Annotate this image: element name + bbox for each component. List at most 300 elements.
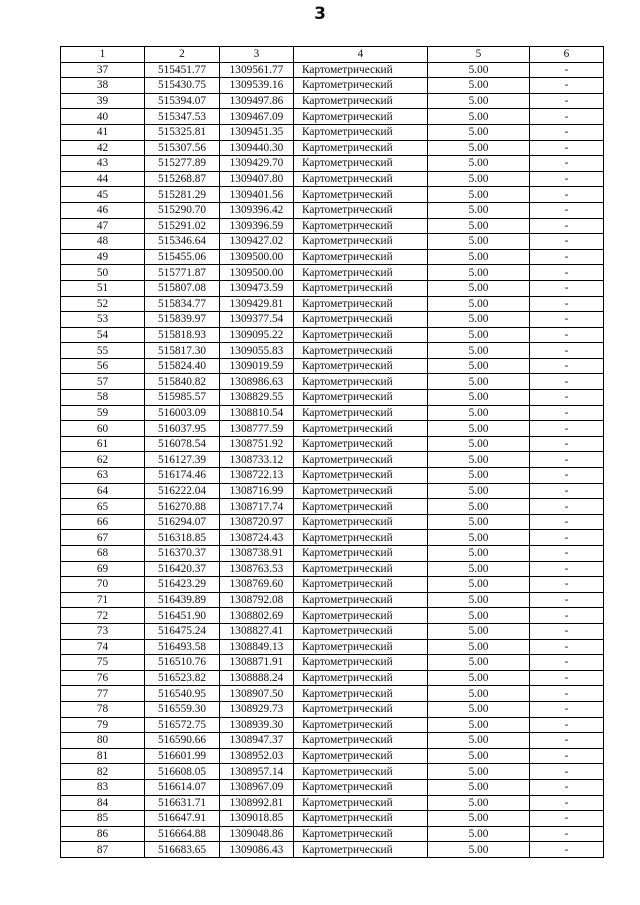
method-cell: Картометрический xyxy=(294,499,428,515)
method-cell: Картометрический xyxy=(294,483,428,499)
method-cell: Картометрический xyxy=(294,733,428,749)
point-number-cell: 66 xyxy=(61,514,145,530)
x-coordinate-cell: 516037.95 xyxy=(145,421,220,437)
accuracy-cell: 5.00 xyxy=(428,499,530,515)
table-row xyxy=(61,234,604,250)
y-coordinate-cell: 1308929.73 xyxy=(220,701,294,717)
y-coordinate-cell: 1308792.08 xyxy=(220,592,294,608)
point-number-cell: 47 xyxy=(61,218,145,234)
y-coordinate-cell: 1308763.53 xyxy=(220,561,294,577)
description-cell: - xyxy=(530,717,604,733)
method-cell: Картометрический xyxy=(294,592,428,608)
point-number-cell: 84 xyxy=(61,795,145,811)
x-coordinate-cell: 516222.04 xyxy=(145,483,220,499)
table-row xyxy=(61,686,604,702)
table-row xyxy=(61,639,604,655)
x-coordinate-cell: 516601.99 xyxy=(145,748,220,764)
point-number-cell: 55 xyxy=(61,343,145,359)
table-row xyxy=(61,187,604,203)
header-cell: 3 xyxy=(220,47,294,63)
method-cell: Картометрический xyxy=(294,608,428,624)
accuracy-cell: 5.00 xyxy=(428,390,530,406)
accuracy-cell: 5.00 xyxy=(428,62,530,78)
description-cell: - xyxy=(530,623,604,639)
accuracy-cell: 5.00 xyxy=(428,733,530,749)
y-coordinate-cell: 1308947.37 xyxy=(220,733,294,749)
y-coordinate-cell: 1308952.03 xyxy=(220,748,294,764)
y-coordinate-cell: 1309019.59 xyxy=(220,358,294,374)
x-coordinate-cell: 516370.37 xyxy=(145,546,220,562)
accuracy-cell: 5.00 xyxy=(428,452,530,468)
description-cell: - xyxy=(530,733,604,749)
y-coordinate-cell: 1308939.30 xyxy=(220,717,294,733)
accuracy-cell: 5.00 xyxy=(428,421,530,437)
method-cell: Картометрический xyxy=(294,358,428,374)
point-number-cell: 62 xyxy=(61,452,145,468)
x-coordinate-cell: 516294.07 xyxy=(145,514,220,530)
y-coordinate-cell: 1309048.86 xyxy=(220,826,294,842)
accuracy-cell: 5.00 xyxy=(428,265,530,281)
point-number-cell: 61 xyxy=(61,436,145,452)
description-cell: - xyxy=(530,639,604,655)
header-row xyxy=(61,47,604,63)
x-coordinate-cell: 515771.87 xyxy=(145,265,220,281)
description-cell: - xyxy=(530,655,604,671)
description-cell: - xyxy=(530,156,604,172)
point-number-cell: 81 xyxy=(61,748,145,764)
y-coordinate-cell: 1308810.54 xyxy=(220,405,294,421)
table-row xyxy=(61,842,604,858)
y-coordinate-cell: 1309497.86 xyxy=(220,93,294,109)
accuracy-cell: 5.00 xyxy=(428,358,530,374)
table-row xyxy=(61,124,604,140)
point-number-cell: 67 xyxy=(61,530,145,546)
y-coordinate-cell: 1309018.85 xyxy=(220,811,294,827)
table-row xyxy=(61,156,604,172)
y-coordinate-cell: 1309539.16 xyxy=(220,78,294,94)
method-cell: Картометрический xyxy=(294,140,428,156)
method-cell: Картометрический xyxy=(294,748,428,764)
accuracy-cell: 5.00 xyxy=(428,795,530,811)
accuracy-cell: 5.00 xyxy=(428,468,530,484)
method-cell: Картометрический xyxy=(294,795,428,811)
table-row xyxy=(61,140,604,156)
accuracy-cell: 5.00 xyxy=(428,202,530,218)
description-cell: - xyxy=(530,405,604,421)
table-row xyxy=(61,795,604,811)
y-coordinate-cell: 1309473.59 xyxy=(220,280,294,296)
y-coordinate-cell: 1308967.09 xyxy=(220,779,294,795)
y-coordinate-cell: 1308871.91 xyxy=(220,655,294,671)
method-cell: Картометрический xyxy=(294,93,428,109)
y-coordinate-cell: 1308957.14 xyxy=(220,764,294,780)
description-cell: - xyxy=(530,748,604,764)
x-coordinate-cell: 515281.29 xyxy=(145,187,220,203)
accuracy-cell: 5.00 xyxy=(428,343,530,359)
point-number-cell: 56 xyxy=(61,358,145,374)
table-row xyxy=(61,717,604,733)
point-number-cell: 39 xyxy=(61,93,145,109)
y-coordinate-cell: 1309407.80 xyxy=(220,171,294,187)
description-cell: - xyxy=(530,171,604,187)
table-row xyxy=(61,764,604,780)
description-cell: - xyxy=(530,499,604,515)
table-row xyxy=(61,109,604,125)
accuracy-cell: 5.00 xyxy=(428,670,530,686)
accuracy-cell: 5.00 xyxy=(428,156,530,172)
method-cell: Картометрический xyxy=(294,468,428,484)
table-row xyxy=(61,623,604,639)
point-number-cell: 64 xyxy=(61,483,145,499)
description-cell: - xyxy=(530,62,604,78)
table-row xyxy=(61,811,604,827)
x-coordinate-cell: 515985.57 xyxy=(145,390,220,406)
description-cell: - xyxy=(530,530,604,546)
method-cell: Картометрический xyxy=(294,124,428,140)
x-coordinate-cell: 516439.89 xyxy=(145,592,220,608)
description-cell: - xyxy=(530,187,604,203)
point-number-cell: 70 xyxy=(61,577,145,593)
table-row xyxy=(61,499,604,515)
x-coordinate-cell: 516590.66 xyxy=(145,733,220,749)
method-cell: Картометрический xyxy=(294,265,428,281)
method-cell: Картометрический xyxy=(294,156,428,172)
x-coordinate-cell: 515430.75 xyxy=(145,78,220,94)
x-coordinate-cell: 515834.77 xyxy=(145,296,220,312)
description-cell: - xyxy=(530,826,604,842)
table-row xyxy=(61,296,604,312)
y-coordinate-cell: 1308986.63 xyxy=(220,374,294,390)
table-row xyxy=(61,452,604,468)
accuracy-cell: 5.00 xyxy=(428,514,530,530)
description-cell: - xyxy=(530,452,604,468)
accuracy-cell: 5.00 xyxy=(428,312,530,328)
accuracy-cell: 5.00 xyxy=(428,109,530,125)
method-cell: Картометрический xyxy=(294,655,428,671)
accuracy-cell: 5.00 xyxy=(428,764,530,780)
accuracy-cell: 5.00 xyxy=(428,93,530,109)
description-cell: - xyxy=(530,779,604,795)
description-cell: - xyxy=(530,280,604,296)
table-row xyxy=(61,608,604,624)
point-number-cell: 74 xyxy=(61,639,145,655)
table-row xyxy=(61,655,604,671)
description-cell: - xyxy=(530,265,604,281)
x-coordinate-cell: 515346.64 xyxy=(145,234,220,250)
x-coordinate-cell: 515291.02 xyxy=(145,218,220,234)
y-coordinate-cell: 1308802.69 xyxy=(220,608,294,624)
table-row xyxy=(61,358,604,374)
y-coordinate-cell: 1308724.43 xyxy=(220,530,294,546)
description-cell: - xyxy=(530,436,604,452)
point-number-cell: 45 xyxy=(61,187,145,203)
y-coordinate-cell: 1308827.41 xyxy=(220,623,294,639)
description-cell: - xyxy=(530,577,604,593)
point-number-cell: 49 xyxy=(61,249,145,265)
point-number-cell: 85 xyxy=(61,811,145,827)
table-row xyxy=(61,327,604,343)
accuracy-cell: 5.00 xyxy=(428,296,530,312)
y-coordinate-cell: 1308769.60 xyxy=(220,577,294,593)
table-row xyxy=(61,78,604,94)
table-row xyxy=(61,265,604,281)
point-number-cell: 79 xyxy=(61,717,145,733)
method-cell: Картометрический xyxy=(294,561,428,577)
table-row xyxy=(61,390,604,406)
point-number-cell: 73 xyxy=(61,623,145,639)
method-cell: Картометрический xyxy=(294,826,428,842)
x-coordinate-cell: 516270.88 xyxy=(145,499,220,515)
point-number-cell: 60 xyxy=(61,421,145,437)
table-row xyxy=(61,62,604,78)
y-coordinate-cell: 1308849.13 xyxy=(220,639,294,655)
x-coordinate-cell: 515394.07 xyxy=(145,93,220,109)
description-cell: - xyxy=(530,343,604,359)
table-row xyxy=(61,530,604,546)
method-cell: Картометрический xyxy=(294,78,428,94)
x-coordinate-cell: 516647.91 xyxy=(145,811,220,827)
table-row xyxy=(61,249,604,265)
x-coordinate-cell: 515347.53 xyxy=(145,109,220,125)
method-cell: Картометрический xyxy=(294,187,428,203)
description-cell: - xyxy=(530,795,604,811)
x-coordinate-cell: 515824.40 xyxy=(145,358,220,374)
x-coordinate-cell: 515268.87 xyxy=(145,171,220,187)
x-coordinate-cell: 516318.85 xyxy=(145,530,220,546)
x-coordinate-cell: 515817.30 xyxy=(145,343,220,359)
point-number-cell: 38 xyxy=(61,78,145,94)
accuracy-cell: 5.00 xyxy=(428,124,530,140)
x-coordinate-cell: 515325.81 xyxy=(145,124,220,140)
method-cell: Картометрический xyxy=(294,779,428,795)
method-cell: Картометрический xyxy=(294,62,428,78)
method-cell: Картометрический xyxy=(294,249,428,265)
header-cell: 4 xyxy=(294,47,428,63)
y-coordinate-cell: 1308738.91 xyxy=(220,546,294,562)
accuracy-cell: 5.00 xyxy=(428,592,530,608)
accuracy-cell: 5.00 xyxy=(428,779,530,795)
accuracy-cell: 5.00 xyxy=(428,405,530,421)
x-coordinate-cell: 516493.58 xyxy=(145,639,220,655)
x-coordinate-cell: 516614.07 xyxy=(145,779,220,795)
description-cell: - xyxy=(530,608,604,624)
description-cell: - xyxy=(530,234,604,250)
method-cell: Картометрический xyxy=(294,686,428,702)
description-cell: - xyxy=(530,218,604,234)
method-cell: Картометрический xyxy=(294,717,428,733)
point-number-cell: 68 xyxy=(61,546,145,562)
x-coordinate-cell: 515277.89 xyxy=(145,156,220,172)
point-number-cell: 53 xyxy=(61,312,145,328)
method-cell: Картометрический xyxy=(294,109,428,125)
point-number-cell: 77 xyxy=(61,686,145,702)
y-coordinate-cell: 1308907.50 xyxy=(220,686,294,702)
y-coordinate-cell: 1308722.13 xyxy=(220,468,294,484)
table-row xyxy=(61,826,604,842)
method-cell: Картометрический xyxy=(294,436,428,452)
accuracy-cell: 5.00 xyxy=(428,280,530,296)
description-cell: - xyxy=(530,358,604,374)
table-row xyxy=(61,218,604,234)
description-cell: - xyxy=(530,842,604,858)
x-coordinate-cell: 516559.30 xyxy=(145,701,220,717)
point-number-cell: 48 xyxy=(61,234,145,250)
y-coordinate-cell: 1309086.43 xyxy=(220,842,294,858)
accuracy-cell: 5.00 xyxy=(428,78,530,94)
y-coordinate-cell: 1308720.97 xyxy=(220,514,294,530)
description-cell: - xyxy=(530,670,604,686)
table-row xyxy=(61,592,604,608)
table-row xyxy=(61,312,604,328)
table-row xyxy=(61,701,604,717)
table-row xyxy=(61,280,604,296)
point-number-cell: 83 xyxy=(61,779,145,795)
accuracy-cell: 5.00 xyxy=(428,826,530,842)
table-row xyxy=(61,546,604,562)
accuracy-cell: 5.00 xyxy=(428,811,530,827)
description-cell: - xyxy=(530,93,604,109)
y-coordinate-cell: 1309451.35 xyxy=(220,124,294,140)
table-row xyxy=(61,405,604,421)
accuracy-cell: 5.00 xyxy=(428,436,530,452)
y-coordinate-cell: 1309467.09 xyxy=(220,109,294,125)
table-row xyxy=(61,514,604,530)
method-cell: Картометрический xyxy=(294,171,428,187)
method-cell: Картометрический xyxy=(294,390,428,406)
point-number-cell: 46 xyxy=(61,202,145,218)
description-cell: - xyxy=(530,483,604,499)
x-coordinate-cell: 515807.08 xyxy=(145,280,220,296)
x-coordinate-cell: 516475.24 xyxy=(145,623,220,639)
point-number-cell: 76 xyxy=(61,670,145,686)
x-coordinate-cell: 515455.06 xyxy=(145,249,220,265)
method-cell: Картометрический xyxy=(294,343,428,359)
method-cell: Картометрический xyxy=(294,218,428,234)
table-row xyxy=(61,670,604,686)
point-number-cell: 37 xyxy=(61,62,145,78)
description-cell: - xyxy=(530,686,604,702)
point-number-cell: 69 xyxy=(61,561,145,577)
x-coordinate-cell: 516631.71 xyxy=(145,795,220,811)
x-coordinate-cell: 516127.39 xyxy=(145,452,220,468)
y-coordinate-cell: 1309401.56 xyxy=(220,187,294,203)
x-coordinate-cell: 516423.29 xyxy=(145,577,220,593)
description-cell: - xyxy=(530,546,604,562)
header-cell: 2 xyxy=(145,47,220,63)
accuracy-cell: 5.00 xyxy=(428,140,530,156)
accuracy-cell: 5.00 xyxy=(428,639,530,655)
point-number-cell: 54 xyxy=(61,327,145,343)
description-cell: - xyxy=(530,701,604,717)
y-coordinate-cell: 1309396.42 xyxy=(220,202,294,218)
x-coordinate-cell: 516420.37 xyxy=(145,561,220,577)
method-cell: Картометрический xyxy=(294,296,428,312)
table-row xyxy=(61,561,604,577)
point-number-cell: 50 xyxy=(61,265,145,281)
accuracy-cell: 5.00 xyxy=(428,842,530,858)
y-coordinate-cell: 1308751.92 xyxy=(220,436,294,452)
y-coordinate-cell: 1308717.74 xyxy=(220,499,294,515)
accuracy-cell: 5.00 xyxy=(428,234,530,250)
description-cell: - xyxy=(530,327,604,343)
x-coordinate-cell: 516608.05 xyxy=(145,764,220,780)
table-body xyxy=(61,62,604,857)
y-coordinate-cell: 1309055.83 xyxy=(220,343,294,359)
header-cell: 1 xyxy=(61,47,145,63)
accuracy-cell: 5.00 xyxy=(428,171,530,187)
table-row xyxy=(61,483,604,499)
description-cell: - xyxy=(530,764,604,780)
y-coordinate-cell: 1309429.70 xyxy=(220,156,294,172)
method-cell: Картометрический xyxy=(294,280,428,296)
point-number-cell: 72 xyxy=(61,608,145,624)
accuracy-cell: 5.00 xyxy=(428,218,530,234)
description-cell: - xyxy=(530,421,604,437)
x-coordinate-cell: 516572.75 xyxy=(145,717,220,733)
table-row xyxy=(61,421,604,437)
description-cell: - xyxy=(530,514,604,530)
x-coordinate-cell: 515290.70 xyxy=(145,202,220,218)
point-number-cell: 75 xyxy=(61,655,145,671)
y-coordinate-cell: 1308716.99 xyxy=(220,483,294,499)
accuracy-cell: 5.00 xyxy=(428,686,530,702)
table-row xyxy=(61,779,604,795)
description-cell: - xyxy=(530,78,604,94)
method-cell: Картометрический xyxy=(294,312,428,328)
description-cell: - xyxy=(530,312,604,328)
accuracy-cell: 5.00 xyxy=(428,187,530,203)
y-coordinate-cell: 1309440.30 xyxy=(220,140,294,156)
method-cell: Картометрический xyxy=(294,202,428,218)
y-coordinate-cell: 1309500.00 xyxy=(220,265,294,281)
accuracy-cell: 5.00 xyxy=(428,655,530,671)
x-coordinate-cell: 515451.77 xyxy=(145,62,220,78)
accuracy-cell: 5.00 xyxy=(428,249,530,265)
point-number-cell: 51 xyxy=(61,280,145,296)
description-cell: - xyxy=(530,249,604,265)
x-coordinate-cell: 516540.95 xyxy=(145,686,220,702)
point-number-cell: 86 xyxy=(61,826,145,842)
x-coordinate-cell: 516174.46 xyxy=(145,468,220,484)
x-coordinate-cell: 516003.09 xyxy=(145,405,220,421)
table-row xyxy=(61,171,604,187)
y-coordinate-cell: 1309396.59 xyxy=(220,218,294,234)
method-cell: Картометрический xyxy=(294,701,428,717)
header-cell: 6 xyxy=(530,47,604,63)
description-cell: - xyxy=(530,468,604,484)
method-cell: Картометрический xyxy=(294,374,428,390)
method-cell: Картометрический xyxy=(294,421,428,437)
point-number-cell: 43 xyxy=(61,156,145,172)
point-number-cell: 87 xyxy=(61,842,145,858)
y-coordinate-cell: 1308888.24 xyxy=(220,670,294,686)
accuracy-cell: 5.00 xyxy=(428,623,530,639)
method-cell: Картометрический xyxy=(294,577,428,593)
method-cell: Картометрический xyxy=(294,546,428,562)
description-cell: - xyxy=(530,202,604,218)
method-cell: Картометрический xyxy=(294,452,428,468)
description-cell: - xyxy=(530,296,604,312)
accuracy-cell: 5.00 xyxy=(428,530,530,546)
method-cell: Картометрический xyxy=(294,670,428,686)
method-cell: Картометрический xyxy=(294,764,428,780)
coordinates-table xyxy=(60,46,604,858)
y-coordinate-cell: 1309500.00 xyxy=(220,249,294,265)
table-row xyxy=(61,343,604,359)
method-cell: Картометрический xyxy=(294,327,428,343)
method-cell: Картометрический xyxy=(294,514,428,530)
table-row xyxy=(61,468,604,484)
